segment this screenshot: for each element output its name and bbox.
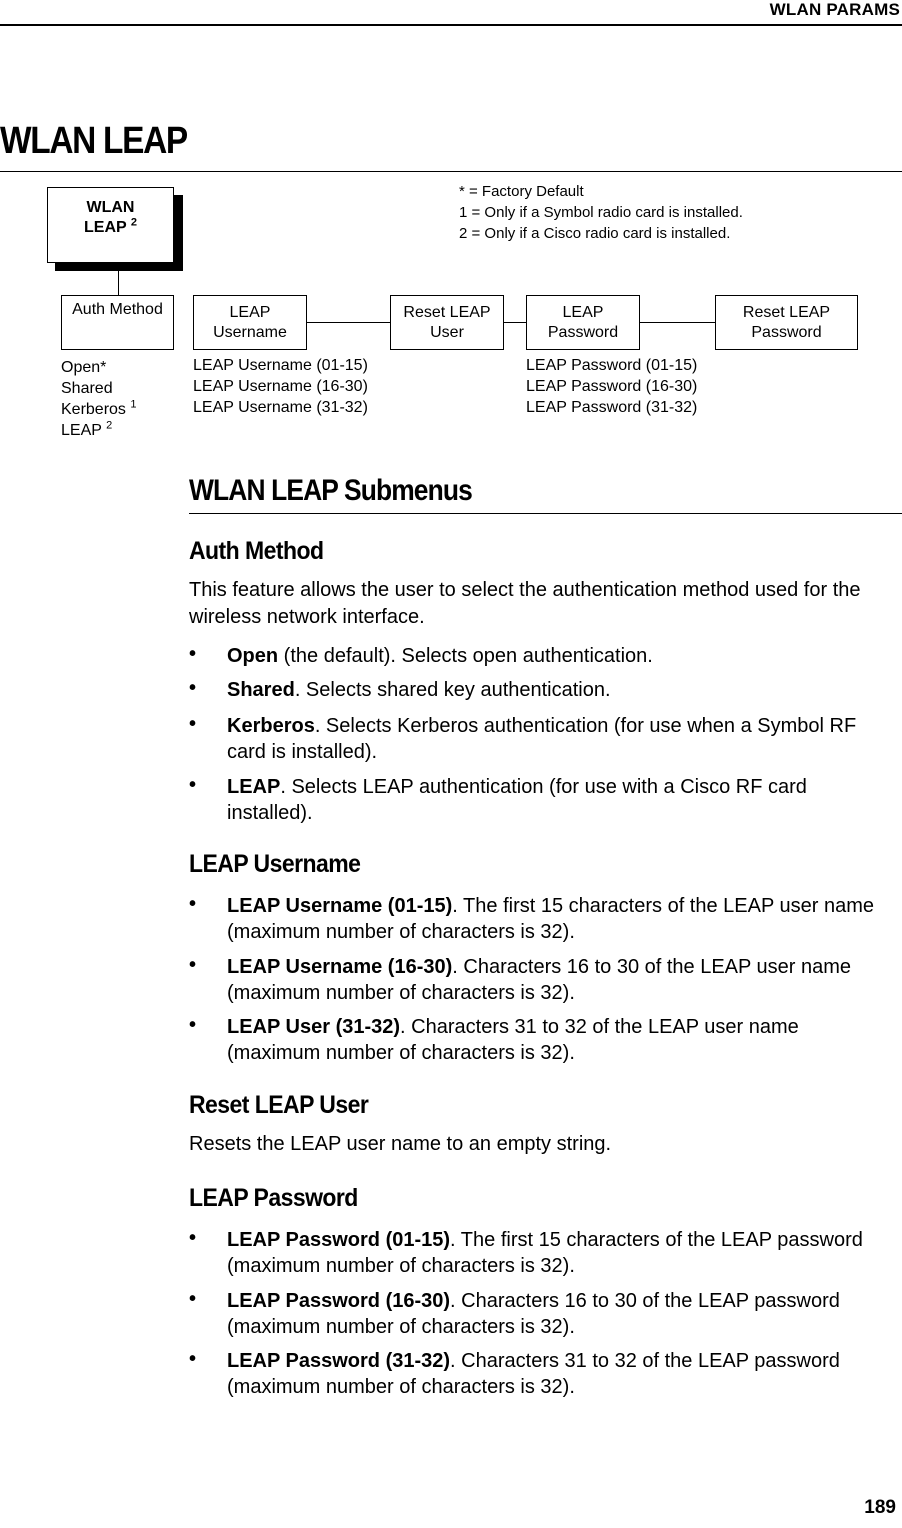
heading-leap-password: LEAP Password [189,1184,358,1212]
bullet-username-16-30: LEAP Username (16-30). Characters 16 to 30 of the LEAP user name (maximum number of characters is 32). [227,956,852,1004]
bullet-username-01-15: LEAP Username (01-15). The first 15 characters of the LEAP user name (maximum number of characters is 32). [227,895,874,943]
bullet-glyph: • [189,1014,197,1036]
bullet-glyph: • [189,677,197,699]
bullet-password-16-30: LEAP Password (16-30). Characters 16 to 30 of the LEAP password (maximum number of characters is 32). [227,1290,840,1338]
auth-options-list: Open* Shared Kerberos $^1$ LEAP $^2$ [61,359,137,439]
header-rule [0,24,902,26]
page-title: WLAN LEAP [0,120,187,162]
bullet-username-31-32: LEAP User (31-32). Characters 31 to 32 of the LEAP user name (maximum number of characters is 32). [227,1016,799,1064]
auth-method-intro: This feature allows the user to select the authentication method used for the wireless network interface. [189,579,861,628]
bullet-glyph: • [189,1348,197,1370]
title-rule [0,171,902,172]
running-header: WLAN PARAMS [769,0,900,19]
bullet-glyph: • [189,643,197,665]
bullet-shared: Shared. Selects shared key authentication. [227,679,611,701]
heading-leap-username: LEAP Username [189,850,361,878]
bullet-glyph: • [189,713,197,735]
box-auth-method: Auth Method [61,295,174,350]
reset-leap-user-text: Resets the LEAP user name to an empty string. [189,1133,612,1155]
bullet-glyph: • [189,954,197,976]
heading-auth-method: Auth Method [189,537,324,565]
password-options-list: LEAP Password (01-15) LEAP Password (16-30) LEAP Password (31-32) [526,357,698,416]
bullet-leap: LEAP. Selects LEAP authentication (for use with a Cisco RF card installed). [227,776,807,824]
bullet-kerberos: Kerberos. Selects Kerberos authentication (for use when a Symbol RF card is installed). [227,715,857,763]
root-connector [118,271,119,295]
heading-reset-leap-user: Reset LEAP User [189,1091,369,1119]
page-number: 189 [864,1497,896,1518]
box-reset-leap-password: Reset LEAP Password [715,295,858,350]
bullet-glyph: • [189,1288,197,1310]
root-box-wlan-leap [47,187,174,263]
connector-password-reset [639,322,715,323]
box-leap-username: LEAP Username [193,295,307,350]
box-leap-password: LEAP Password [526,295,640,350]
bullet-glyph: • [189,1227,197,1249]
bullet-glyph: • [189,893,197,915]
diagram-legend: * = Factory Default 1 = Only if a Symbol radio card is installed. 2 = Only if a Cisco radio card is installed. [459,183,743,242]
bullet-password-31-32: LEAP Password (31-32). Characters 31 to 32 of the LEAP password (maximum number of characters is 32). [227,1350,840,1398]
bullet-glyph: • [189,774,197,796]
bullet-password-01-15: LEAP Password (01-15). The first 15 characters of the LEAP password (maximum number of characters is 32). [227,1229,863,1277]
submenus-rule [189,513,902,514]
root-box-line1: WLAN [86,199,135,216]
root-box-line2: LEAP $^2$ [84,216,137,236]
username-options-list: LEAP Username (01-15) LEAP Username (16-30) LEAP Username (31-32) [193,357,368,416]
connector-reset-password [503,322,526,323]
submenus-title: WLAN LEAP Submenus [189,474,472,507]
bullet-open: Open (the default). Selects open authentication. [227,645,653,667]
box-reset-leap-user: Reset LEAP User [390,295,504,350]
connector-username-reset [306,322,390,323]
